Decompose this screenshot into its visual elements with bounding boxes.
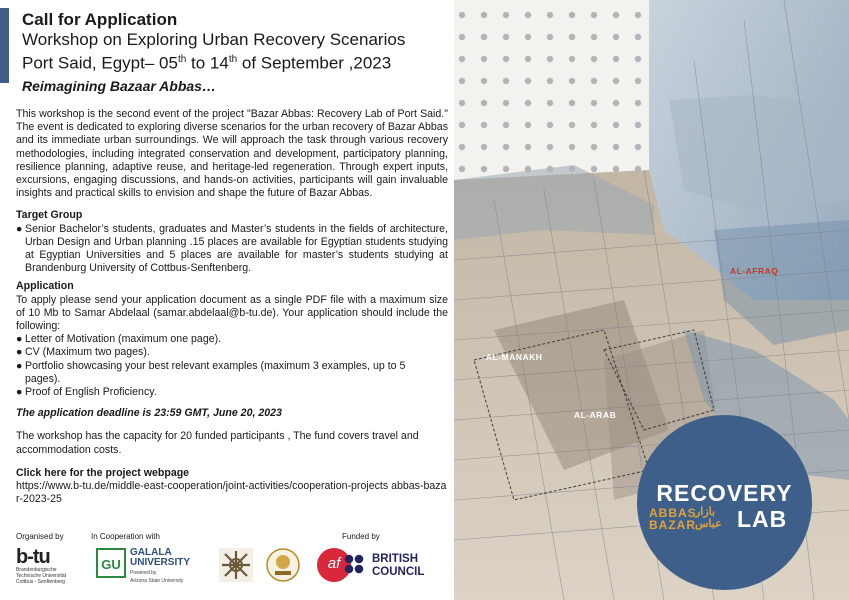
target-group-heading: Target Group [16, 209, 83, 222]
galala-university-logo: GU GALALA UNIVERSITY Powered by Arizona State University [96, 546, 211, 586]
capacity-text: The workshop has the capacity for 20 funded participants , The fund covers travel and accommodation costs. [16, 430, 419, 456]
accent-bar [0, 8, 9, 83]
funded-by-label: Funded by [342, 532, 380, 541]
bullet-icon: ● [16, 346, 23, 359]
workshop-title: Workshop on Exploring Urban Recovery Scenarios [22, 30, 406, 49]
british-council-dots-icon [344, 554, 368, 578]
application-heading: Application [16, 280, 74, 293]
application-text: To apply please send your application document as a single PDF file with a maximum size of 10 Mb to Samar Abdelaal (samar.abdelaal@b-tu.de). Your application should include the following: [16, 293, 448, 333]
bullet-icon: ● [16, 333, 23, 346]
british-council-logo: BRITISH COUNCIL [344, 552, 444, 582]
map-label-al-afraq: AL-AFRAQ [730, 266, 779, 276]
footer-logos [16, 532, 446, 596]
badge-lab-text: LAB [737, 506, 788, 532]
list-item: ● Proof of English Proficiency. [16, 386, 157, 399]
bullet-icon: ● [16, 222, 23, 235]
bullet-icon: ● [16, 359, 23, 372]
recovery-lab-badge [637, 415, 812, 590]
badge-recovery-text: RECOVERY [656, 480, 793, 506]
map-label-al-manakh: AL-MANAKH [486, 352, 543, 362]
map-label-al-arab: AL-ARAB [574, 410, 617, 420]
project-url[interactable]: https://www.b-tu.de/middle-east-cooperation/joint-activities/cooperation-projects abbas-bazar-2023-25 [16, 480, 447, 506]
list-item [16, 223, 448, 276]
header [22, 10, 452, 94]
list-item: ● Portfolio showcasing your best relevant examples (maximum 3 examples, up to 5 pages). [16, 359, 406, 385]
organised-by-label: Organised by [16, 532, 64, 541]
partner-emblem-icon [219, 548, 253, 582]
deadline-text: The application deadline is 23:59 GMT, June 20, 2023 [16, 407, 282, 420]
page-title: Call for Application [22, 10, 178, 29]
project-webpage-link[interactable]: Click here for the project webpage [16, 466, 190, 479]
alliance-francaise-logo: af [317, 548, 351, 582]
btu-logo: b-tu Brandenburgische Technische Universität Cottbus - Senftenberg [16, 546, 67, 585]
main-content [16, 108, 448, 506]
target-group-text: Senior Bachelor’s students, graduates and Master’s students in the fields of architecture, Urban Design and Urban planning .15 places are available for Egyptian students studying at Egyptian Universities and 5 places are available for master’s students studying at Brandenburg University of Cottbus-Senftenberg. [25, 222, 448, 275]
list-item: ● CV (Maximum two pages). [16, 346, 150, 359]
bullet-icon: ● [16, 386, 23, 399]
cooperation-label: In Cooperation with [91, 532, 160, 541]
list-item: ● Letter of Motivation (maximum one page). [16, 333, 222, 346]
port-said-seal-icon [266, 548, 300, 582]
workshop-dates: Port Said, Egypt– 05th to 14th of September ,2023 [22, 53, 392, 73]
intro-paragraph: This workshop is the second event of the project "Bazar Abbas: Recovery Lab of Port Said." The event is dedicated to exploring diverse scenarios for the urban recovery of Bazar Abbas and its immediate urban surroundings. We will approach the task through various recovery methodologies, including integrated conservation and development, participatory planning, resilience planning, adaptive reuse, and heritage-led regeneration. Through expert inputs, excursions, engaging discussions, and hands-on activities, participants will gain invaluable insights and practical skills to envision and shape the future of Bazar Abbas. [16, 108, 448, 200]
badge-arabic-text: بازار عباس [695, 506, 722, 530]
tagline: Reimagining Bazaar Abbas… [22, 77, 216, 94]
badge-abbas-bazar: ABBAS BAZAR [649, 506, 697, 532]
